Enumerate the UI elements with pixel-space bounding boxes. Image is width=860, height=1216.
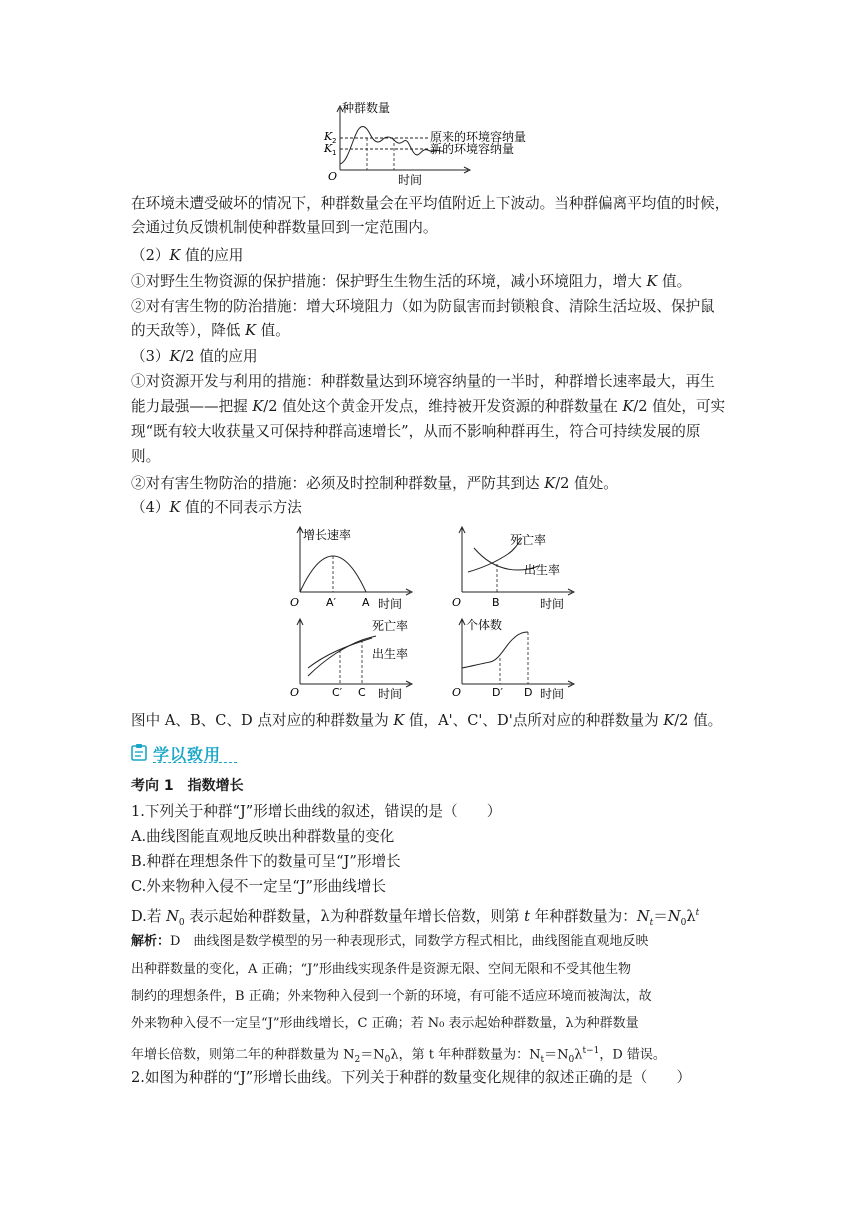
topic-heading: 考向 1 指数增长 <box>131 778 244 794</box>
fig-a-origin: O <box>290 596 300 609</box>
k2-label: K <box>324 130 333 143</box>
figure-birth-death-c <box>286 616 418 702</box>
fig-ylabel: 种群数量 <box>342 101 391 115</box>
para-pest-control-2: 的天敌等），降低 K 值。 <box>131 322 290 339</box>
q1-option-d: D.若 $N_0$ 表示起始种群数量，λ为种群数量年增长倍数，则第 t 年种群数量为：$N_t=N_0\lambda^t$ <box>131 907 700 928</box>
figure-growth-rate <box>286 522 418 614</box>
para-resource-3: 现“既有较大收获量又可保持种群高速增长”，从而不影响种群再生，符合可持续发展的原 <box>131 423 701 440</box>
q2-stem: 2.如图为种群的“J”形增长曲线。下列关于种群的数量变化规律的叙述正确的是（ ） <box>131 1069 692 1086</box>
para-fluctuation-2: 会通过负反馈机制使种群数量回到一定范围内。 <box>131 219 438 236</box>
fig-d-point-d: D <box>524 686 533 699</box>
label-new-capacity: 新的环境容纳量 <box>430 142 515 156</box>
k2-sub: 2 <box>332 137 337 145</box>
analysis-label: 解析： <box>131 934 171 949</box>
fig-a-ylabel: 增长速率 <box>303 528 352 542</box>
heading-k-application: （2）K 值的应用 <box>131 247 244 264</box>
fig-a-point-a: A <box>362 596 370 609</box>
para-pest-k2: ②对有害生物防治的措施：必须及时控制种群数量，严防其到达 K/2 值处。 <box>131 475 618 492</box>
k1-label: K <box>324 142 333 155</box>
heading-k2-application: （3）K/2 值的应用 <box>131 348 258 365</box>
fig-c-death: 死亡率 <box>372 619 409 633</box>
q1-option-a: A.曲线图能直观地反映出种群数量的变化 <box>131 828 395 845</box>
fig-c-xlabel: 时间 <box>378 687 403 701</box>
fig-d-origin: O <box>452 686 462 699</box>
para-fluctuation-1: 在环境未遭受破坏的情况下，种群数量会在平均值附近上下波动。当种群偏离平均值的时候， <box>131 195 730 212</box>
q1-stem: 1.下列关于种群“J”形增长曲线的叙述，错误的是（ ） <box>131 803 502 820</box>
figure-birth-death-b <box>448 522 580 614</box>
fig-d-xlabel: 时间 <box>540 687 565 701</box>
label-original-capacity: 原来的环境容纳量 <box>430 130 527 144</box>
para-resource-1: ①对资源开发与利用的措施：种群数量达到环境容纳量的一半时，种群增长速率最大，再生 <box>131 373 715 390</box>
fig-b-xlabel: 时间 <box>540 597 565 611</box>
fig-a-xlabel: 时间 <box>378 597 403 611</box>
fig-c-point-c-prime: C′ <box>332 686 343 699</box>
fig-d-point-d-prime: D′ <box>492 686 503 699</box>
fig-origin: O <box>328 170 338 183</box>
fig-c-point-c: C <box>358 686 366 699</box>
para-pest-control-1: ②对有害生物的防治措施：增大环境阻力（如为防鼠害而封锁粮食、清除生活垃圾、保护鼠 <box>131 298 715 315</box>
heading-k-representations: （4）K 值的不同表示方法 <box>131 499 302 516</box>
fig-a-point-a-prime: A′ <box>326 596 337 609</box>
q1-option-c: C.外来物种入侵不一定呈“J”形曲线增长 <box>131 878 386 895</box>
figure-caption: 图中 A、B、C、D 点对应的种群数量为 K 值，A'、C'、D'点所对应的种群数量为 K/2 值。 <box>131 712 723 729</box>
section-banner-text: 学以致用 <box>153 745 222 764</box>
k1-sub: 1 <box>332 149 337 157</box>
para-resource-4: 则。 <box>131 448 161 465</box>
fig-b-point-b: B <box>492 596 500 609</box>
analysis-line-2: 出种群数量的变化，A 正确；“J”形曲线实现条件是资源无限、空间无限和不受其他生物 <box>131 962 632 977</box>
figure-individuals <box>448 616 580 702</box>
fig-c-birth: 出生率 <box>372 647 409 661</box>
analysis-line-5: 年增长倍数，则第二年的种群数量为 $N_2=N_0\lambda$，第 t 年种群数量为：$N_t=N_0\lambda^{t-1}$，D 错误。 <box>131 1046 666 1065</box>
k-fluctuation-figure <box>318 100 538 190</box>
fig-b-origin: O <box>452 596 462 609</box>
fig-c-origin: O <box>290 686 300 699</box>
fig-d-ylabel: 个体数 <box>466 618 503 632</box>
fig-b-death: 死亡率 <box>510 533 547 547</box>
analysis-line-3: 制约的理想条件，B 正确；外来物种入侵到一个新的环境，有可能不适应环境而被淘汰，故 <box>131 989 652 1004</box>
clipboard-icon <box>131 743 147 761</box>
fig-xlabel: 时间 <box>398 173 423 187</box>
analysis-answer: D <box>170 934 181 949</box>
banner-underline <box>153 762 237 763</box>
analysis-line-4: 外来物种入侵不一定呈“J”形曲线增长，C 正确；若 N₀ 表示起始种群数量，λ为种群数量 <box>131 1016 639 1031</box>
fig-b-birth: 出生率 <box>524 563 561 577</box>
q1-option-b: B.种群在理想条件下的数量可呈“J”形增长 <box>131 853 401 870</box>
analysis-line-1: 解析：D 曲线图是数学模型的另一种表现形式，同数学方程式相比，曲线图能直观地反映 <box>131 934 649 949</box>
para-resource-2: 能力最强——把握 K/2 值处这个黄金开发点，维持被开发资源的种群数量在 K/2 值处，可实 <box>131 398 726 415</box>
para-protection: ①对野生生物资源的保护措施：保护野生生物生活的环境，减小环境阻力，增大 K 值。 <box>131 273 692 290</box>
